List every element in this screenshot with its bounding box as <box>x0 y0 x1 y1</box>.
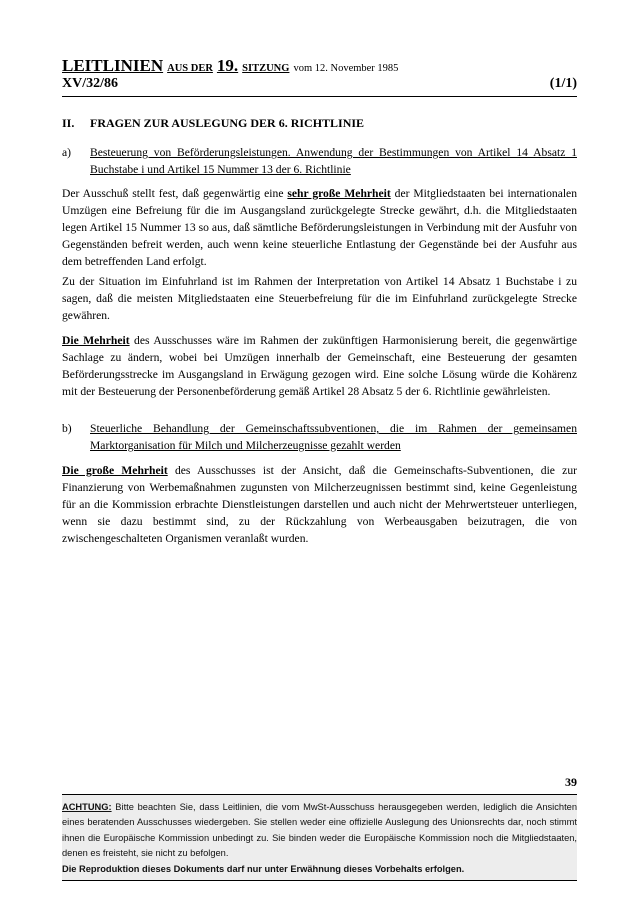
page-reference: (1/1) <box>549 76 577 91</box>
title-leitlinien: LEITLINIEN <box>62 56 164 75</box>
paragraph-1 <box>62 185 577 270</box>
disclaimer-box <box>62 794 577 881</box>
subsection-b-title: Steuerliche Behandlung der Gemeinschaftssubventionen, die im Rahmen der gemeinsamen Marktorganisation für Milch und Milcherzeugnisse gezahlt werden <box>90 422 577 452</box>
subsection-b-heading <box>62 420 577 454</box>
paragraph-2-text: Zu der Situation im Einfuhrland ist im Rahmen der Interpretation von Artikel 14 Absatz 1 Buchstabe i zu sagen, daß die meisten Mitgliedstaaten eine Steuerbefreiung für die im Einfuhrland zurückgelegte Strecke gewähren. <box>62 275 577 322</box>
paragraph-4-after: des Ausschusses ist der Ansicht, daß die Gemeinschafts-Subventionen, die zur Finanzierung von Werbemaßnahmen zugunsten von Milcherzeugnissen bestimmt sind, keine Gegenleistung für an die Kommission erbrachte Dienstleistungen darstellen und auch nicht der Mehrwertsteuer unterliegen, wenn sie dazu bestimmt sind, zu der Rückzahlung von Werbeausgaben beizutragen, die von zwischengeschalteten Organismen veranlaßt wurden. <box>62 464 577 545</box>
header-rule <box>62 96 577 97</box>
section-heading <box>62 115 577 132</box>
disclaimer-warning-label: ACHTUNG: <box>62 802 112 812</box>
title-session-number: 19. <box>216 56 239 75</box>
paragraph-1-before: Der Ausschuß stellt fest, daß gegenwärtig eine <box>62 187 288 200</box>
paragraph-1-after: der Mitgliedstaaten bei internationalen Umzügen eine Befreiung für die im Ausgangsland zurückgelegte Strecke gewährt, d.h. die Mitgliedstaaten legen Artikel 15 Nummer 13 so aus, daß sämtliche Beförderungsleistungen in Verbindung mit der Ausfuhr von Gegenständen befreit werden, auch wenn keine steuerliche Entlastung der Gegenstände bei der Ausfuhr aus dem betreffenden Land erfolgt. <box>62 187 577 268</box>
paragraph-2 <box>62 273 577 324</box>
document-reference: XV/32/86 <box>62 76 118 91</box>
title-aus-der: AUS DER <box>167 63 213 74</box>
subsection-b-label: b) <box>62 422 72 435</box>
document-page <box>62 0 577 903</box>
document-title <box>62 57 577 78</box>
reference-line <box>62 76 577 94</box>
section-title: FRAGEN ZUR AUSLEGUNG DER 6. RICHTLINIE <box>90 116 365 130</box>
paragraph-3 <box>62 332 577 400</box>
subsection-a-heading <box>62 144 577 178</box>
paragraph-3-emphasis: Die Mehrheit <box>62 334 130 347</box>
paragraph-3-after: des Ausschusses wäre im Rahmen der zukünftigen Harmonisierung bereit, die gegenwärtige Sachlage zu ändern, wobei bei Umzügen innerhalb der Gemeinschaft, eine Besteuerung der gesamten Beförderungsstrecke im Ausgangsland in Erwägung gezogen wird. Eine solche Lösung würde die Kohärenz mit der Besteuerung der Personenbeförderung gemäß Artikel 28 Absatz 5 der 6. Richtlinie gewährleisten. <box>62 334 578 398</box>
section-number: II. <box>62 116 75 130</box>
reproduction-note: Die Reproduktion dieses Dokuments darf nur unter Erwähnung dieses Vorbehalts erfolgen. <box>62 863 465 874</box>
paragraph-1-emphasis: sehr große Mehrheit <box>287 187 391 200</box>
page-number: 39 <box>565 775 577 789</box>
subsection-a-label: a) <box>62 146 72 159</box>
paragraph-4 <box>62 462 577 547</box>
subsection-a-title: Besteuerung von Beförderungsleistungen. Anwendung der Bestimmungen von Artikel 14 Absatz 1 Buchstabe i und Artikel 15 Nummer 13 der 6. Richtlinie <box>90 146 577 176</box>
paragraph-4-emphasis: Die große Mehrheit <box>62 464 168 477</box>
disclaimer-text: Bitte beachten Sie, dass Leitlinien, die vom MwSt-Ausschuss herausgegeben werden, lediglich die Ansichten eines beratenden Ausschusses wiedergeben. Sie stellen weder eine offizielle Auslegung des Unionsrechts dar, noch stimmt ihnen die Europäische Kommission unbedingt zu. Sie binden weder die Europäische Kommission noch die Mitgliedstaaten, denen es freisteht, sie nicht zu befolgen. <box>62 802 577 859</box>
title-date: vom 12. November 1985 <box>293 63 399 74</box>
title-sitzung: SITZUNG <box>242 63 290 74</box>
